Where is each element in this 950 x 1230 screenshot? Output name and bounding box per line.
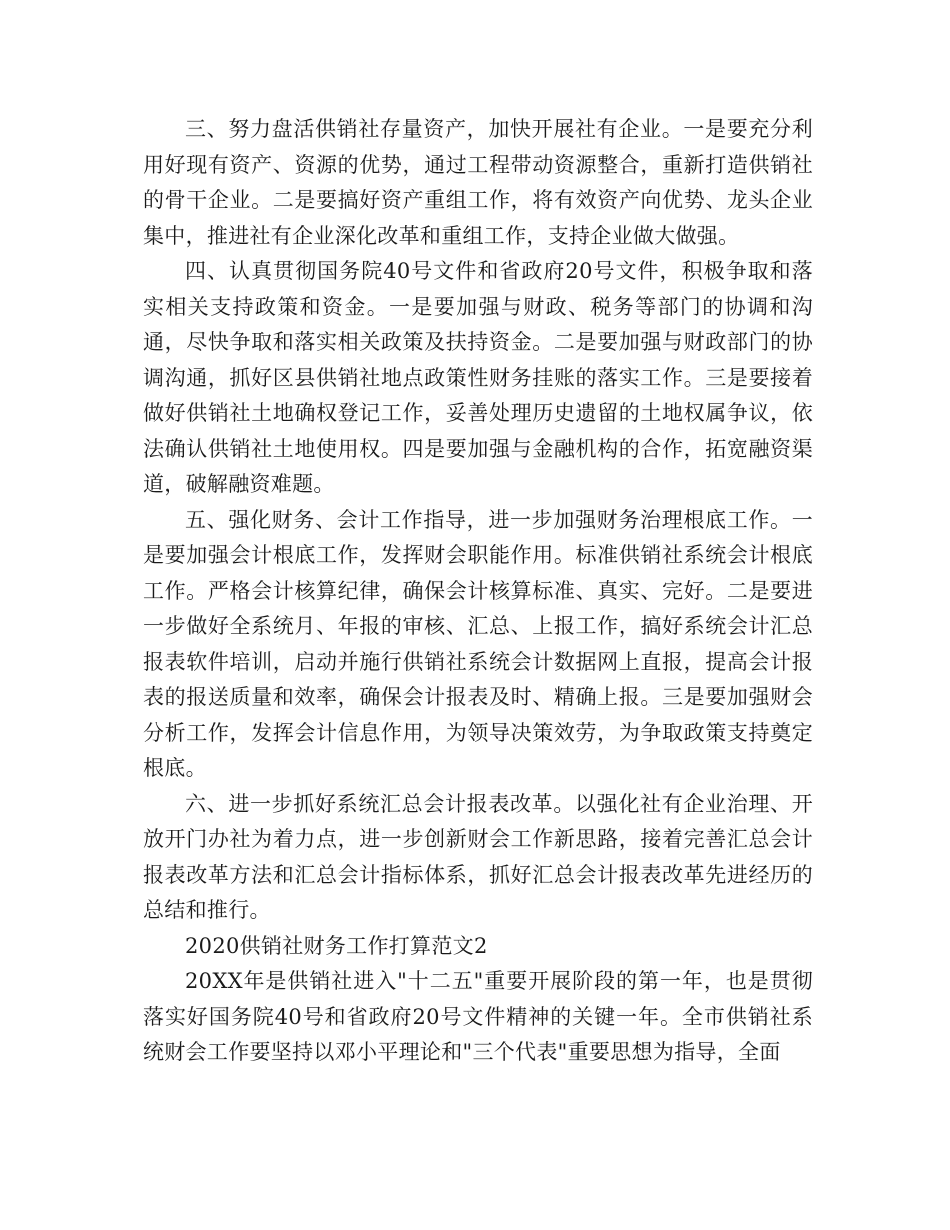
paragraph-three: 三、努力盘活供销社存量资产，加快开展社有企业。一是要充分利用好现有资产、资源的优势，通过工程带动资源整合，重新打造供销社的骨干企业。二是要搞好资产重组工作，将有效资产向优势、龙头企业集中，推进社有企业深化改革和重组工作，支持企业做大做强。 [143, 117, 813, 248]
closing-paragraph: 20XX年是供销社进入"十二五"重要开展阶段的第一年，也是贯彻落实好国务院40号和省政府20号文件精神的关键一年。全市供销社系统财会工作要坚持以邓小平理论和"三个代表"重要思想为指导，全面 [143, 969, 813, 1064]
paragraph-four: 四、认真贯彻国务院40号文件和省政府20号文件，积极争取和落实相关支持政策和资金。一是要加强与财政、税务等部门的协调和沟通，尽快争取和落实相关政策及扶持资金。二是要加强与财政部门的协调沟通，抓好区县供销社地点政策性财务挂账的落实工作。三是要接着做好供销社土地确权登记工作，妥善处理历史遗留的土地权属争议，依法确认供销社土地使用权。四是要加强与金融机构的合作，拓宽融资渠道，破解融资难题。 [143, 259, 813, 496]
paragraph-five: 五、强化财务、会计工作指导，进一步加强财务治理根底工作。一是要加强会计根底工作，发挥财会职能作用。标准供销社系统会计根底工作。严格会计核算纪律，确保会计核算标准、真实、完好。二是要进一步做好全系统月、年报的审核、汇总、上报工作，搞好系统会计汇总报表软件培训，启动并施行供销社系统会计数据网上直报，提高会计报表的报送质量和效率，确保会计报表及时、精确上报。三是要加强财会分析工作，发挥会计信息作用，为领导决策效劳，为争取政策支持奠定根底。 [143, 507, 813, 780]
document-body [143, 112, 813, 1071]
paragraph-six: 六、进一步抓好系统汇总会计报表改革。以强化社有企业治理、开放开门办社为着力点，进一步创新财会工作新思路，接着完善汇总会计报表改革方法和汇总会计指标体系，抓好汇总会计报表改革先进经历的总结和推行。 [143, 791, 813, 922]
section-title: 2020供销社财务工作打算范文2 [185, 933, 488, 958]
